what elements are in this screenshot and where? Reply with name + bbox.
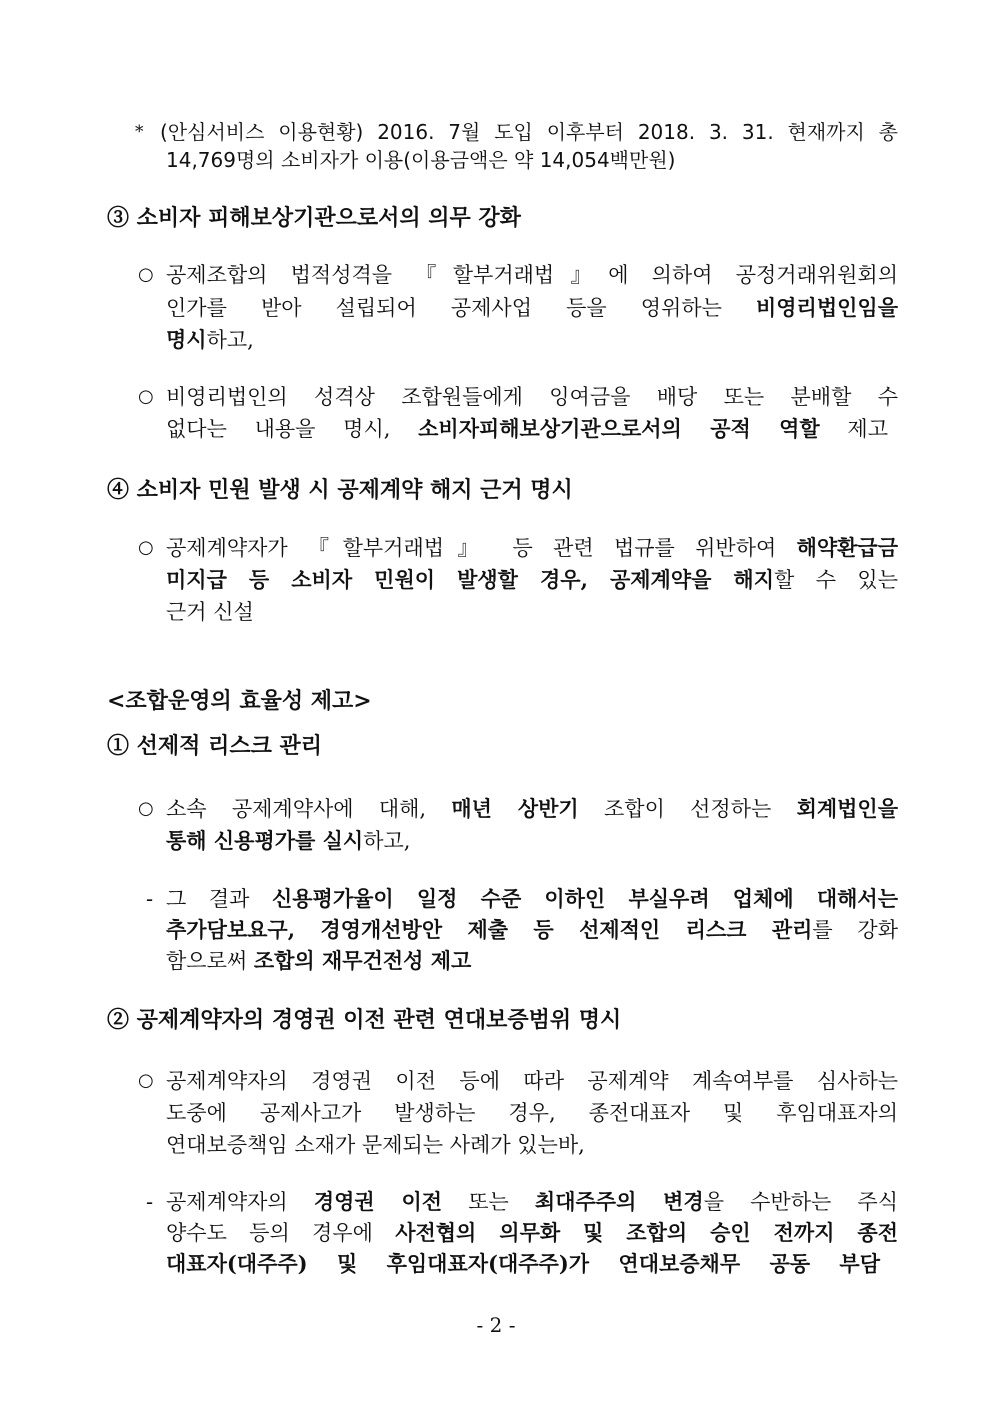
emphasis-run: 소비자피해보상기관으로서의 공적 역할 <box>418 416 820 441</box>
text-run: 을 수반하는 주식 <box>703 1190 898 1214</box>
e2-item2-line2 <box>166 1218 898 1248</box>
bullet-marker: ○ <box>138 537 154 558</box>
emphasis-run: 명시 <box>166 327 207 352</box>
emphasis-run: 추가담보요구, 경영개선방안 제출 등 선제적인 리스크 관리 <box>166 917 813 942</box>
text-run: 할 수 있는 <box>774 568 899 592</box>
emphasis-run: 비영리법인임을 <box>755 295 898 320</box>
emphasis-run: 신용평가율이 일정 수준 이하인 부실우려 업체에 대해서는 <box>271 886 898 911</box>
text-run: 하고, <box>206 328 254 352</box>
section-4-heading: ④ 소비자 민원 발생 시 공제계약 해지 근거 명시 <box>107 477 573 503</box>
text-run: 공제계약자의 <box>166 1190 314 1214</box>
s3-item1-line2 <box>166 293 898 323</box>
s3-item2-line2 <box>166 414 888 444</box>
note-line-2: 14,769명의 소비자가 이용(이용금액은 약 14,054백만원) <box>166 148 676 172</box>
emphasis-run: 회계법인을 <box>796 796 898 821</box>
text-run: 함으로써 <box>166 949 254 973</box>
e1-item1-line2 <box>166 826 410 856</box>
text-run: 인가를 받아 설립되어 공제사업 등을 영위하는 <box>166 296 756 320</box>
efficiency-section-1-heading: ① 선제적 리스크 관리 <box>107 733 322 759</box>
e2-item2-line3: 대표자(대주주) 및 후임대표자(대주주)가 연대보증채무 공동 부담 <box>166 1251 880 1276</box>
e2-item1-line2: 도중에 공제사고가 발생하는 경우, 종전대표자 및 후임대표자의 <box>166 1101 898 1125</box>
text-run: 또는 <box>442 1190 535 1214</box>
text-run: 양수도 등의 경우에 <box>166 1221 396 1245</box>
text-run: 그 결과 <box>166 887 272 911</box>
text-run: 없다는 내용을 명시, <box>166 417 419 441</box>
section-3-heading: ③ 소비자 피해보상기관으로서의 의무 강화 <box>107 205 521 231</box>
bullet-marker: ○ <box>138 1070 154 1091</box>
s3-item1-line1: 공제조합의 법적성격을 『할부거래법』에 의하여 공정거래위원회의 <box>166 263 898 287</box>
emphasis-run: 미지급 등 소비자 민원이 발생할 경우, 공제계약을 해지 <box>166 567 775 592</box>
emphasis-run: 해약환급금 <box>796 535 898 560</box>
text-run: 공제계약자가 『할부거래법』 등 관련 법규를 위반하여 <box>166 536 797 560</box>
e1-item2-line2 <box>166 915 898 945</box>
efficiency-title: <조합운영의 효율성 제고> <box>107 688 372 714</box>
dash-marker: - <box>146 1190 154 1214</box>
text-run: 를 강화 <box>812 918 898 942</box>
s4-item1-line1 <box>166 533 898 563</box>
e2-item1-line1: 공제계약자의 경영권 이전 등에 따라 공제계약 계속여부를 심사하는 <box>166 1069 898 1093</box>
bullet-marker: ○ <box>138 798 154 819</box>
emphasis-run: 최대주주의 변경 <box>534 1189 704 1214</box>
emphasis-run: 경영권 이전 <box>313 1189 443 1214</box>
page-number: - 2 - <box>476 1313 516 1337</box>
s4-item1-line3: 근거 신설 <box>166 600 254 624</box>
emphasis-run: 통해 신용평가를 실시 <box>166 828 364 853</box>
note-line-1: (안심서비스 이용현황) 2016. 7월 도입 이후부터 2018. 3. 31. 현재까지 총 <box>160 120 898 144</box>
dash-marker: - <box>146 887 154 911</box>
text-run: 제고 <box>819 417 888 441</box>
text-run: 조합이 선정하는 <box>578 797 797 821</box>
efficiency-section-2-heading: ② 공제계약자의 경영권 이전 관련 연대보증범위 명시 <box>107 1007 622 1033</box>
s3-item2-line1: 비영리법인의 성격상 조합원들에게 잉여금을 배당 또는 분배할 수 <box>166 385 898 409</box>
emphasis-run: 매년 상반기 <box>451 796 579 821</box>
e1-item2-line1 <box>166 884 898 914</box>
bullet-marker: ○ <box>138 386 154 407</box>
s4-item1-line2 <box>166 565 898 595</box>
e1-item2-line3 <box>166 946 471 976</box>
text-run: 하고, <box>363 829 411 853</box>
bullet-marker: ○ <box>138 264 154 285</box>
emphasis-run: 조합의 재무건전성 제고 <box>253 948 472 973</box>
s3-item1-line3 <box>166 325 254 355</box>
e1-item1-line1 <box>166 794 898 824</box>
note-marker: * <box>135 122 144 142</box>
text-run: 소속 공제계약사에 대해, <box>166 797 452 821</box>
e2-item1-line3: 연대보증책임 소재가 문제되는 사례가 있는바, <box>166 1133 585 1157</box>
emphasis-run: 사전협의 의무화 및 조합의 승인 전까지 종전 <box>395 1220 898 1245</box>
e2-item2-line1 <box>166 1187 898 1217</box>
